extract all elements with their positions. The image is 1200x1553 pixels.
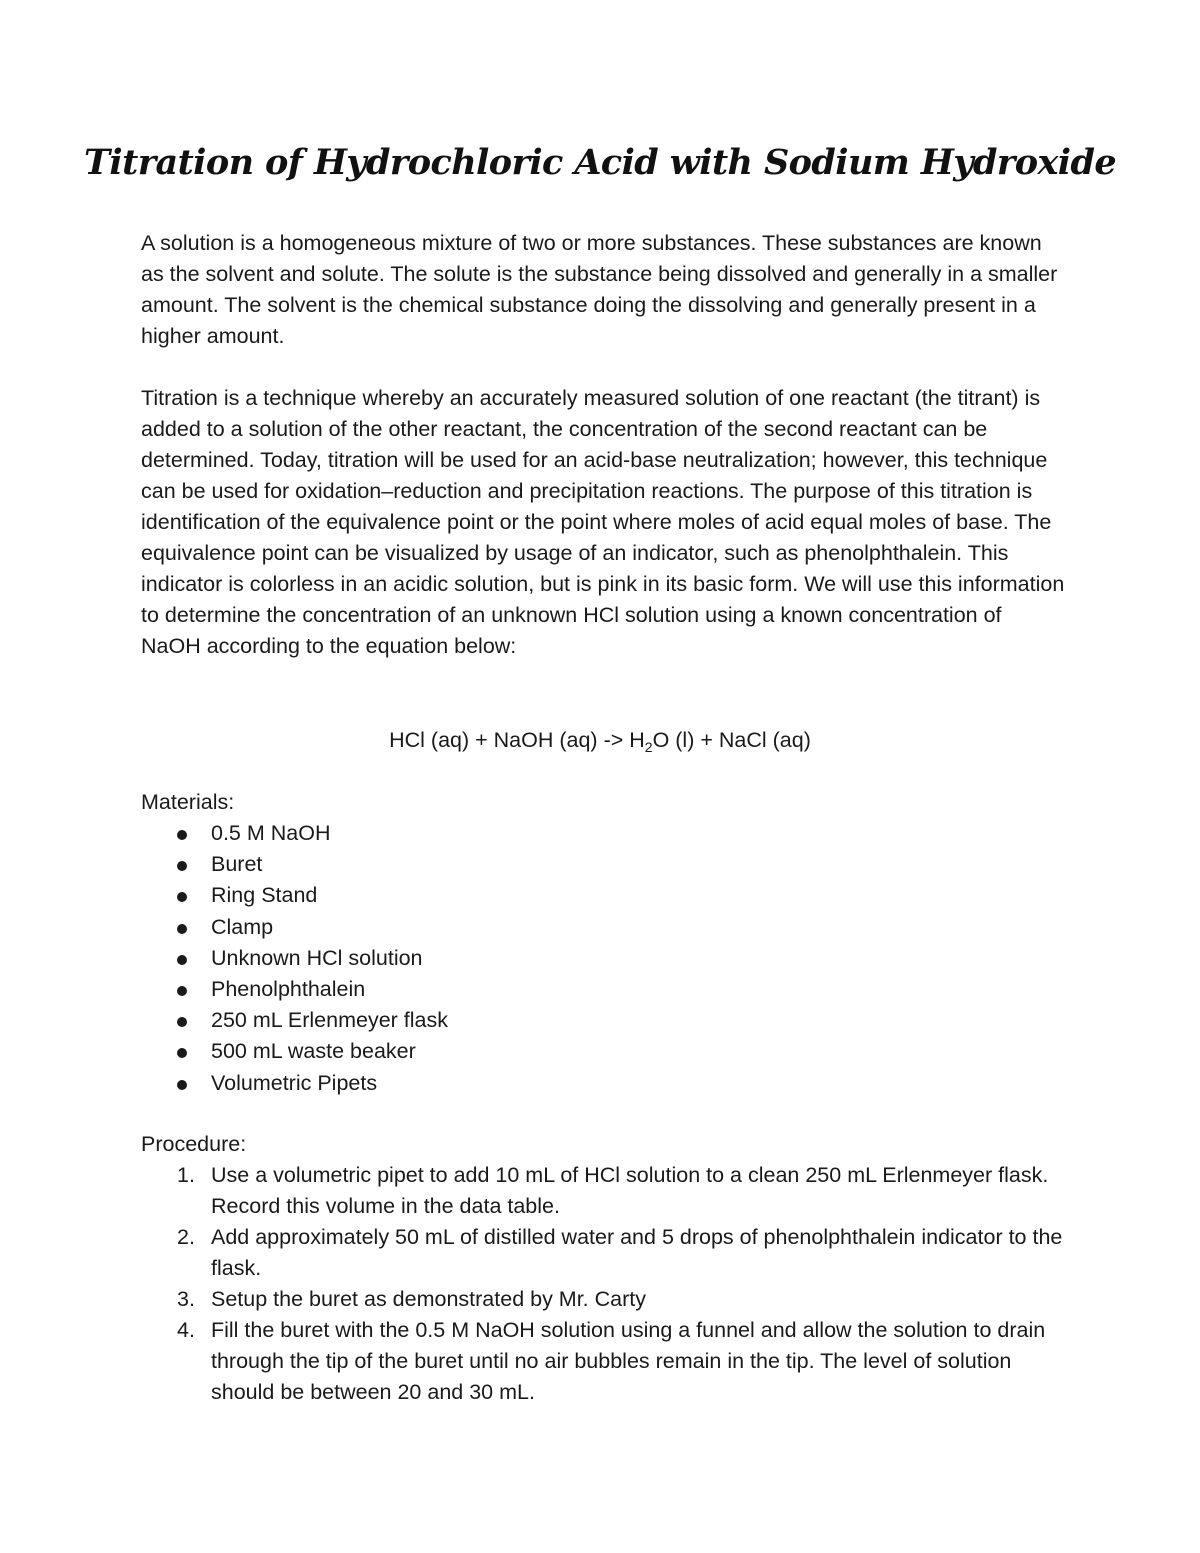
list-item [141, 818, 448, 849]
bullet-icon [177, 892, 187, 902]
procedure-heading: Procedure: [141, 1132, 247, 1156]
list-item [141, 880, 448, 911]
procedure-step [141, 1284, 1066, 1315]
bullet-icon [177, 955, 187, 965]
bullet-icon [177, 924, 187, 934]
list-item [141, 912, 448, 943]
bullet-icon [177, 1080, 187, 1090]
bullet-icon [177, 861, 187, 871]
material-label: 250 mL Erlenmeyer flask [211, 1008, 448, 1033]
materials-list [141, 818, 448, 1099]
list-item [141, 1036, 448, 1067]
material-label: Clamp [211, 914, 274, 939]
list-item [141, 1068, 448, 1099]
paragraph-solution-definition: A solution is a homogeneous mixture of two or more substances. These substances are known as the solvent and solute. The solute is the substance being dissolved and generally in a smaller amount. The solvent is the chemical substance doing the dissolving and generally present in a higher amount. [141, 231, 1058, 348]
step-text: Setup the buret as demonstrated by Mr. Carty [211, 1287, 646, 1311]
list-item [141, 849, 448, 880]
bullet-icon [177, 986, 187, 996]
procedure-step [141, 1315, 1066, 1408]
paragraph-titration-description: Titration is a technique whereby an accurately measured solution of one reactant (the titrant) is added to a solution of the other reactant, the concentration of the second reactant can be determined. Today, titration will be used for an acid-base neutralization; however, this technique can be used for oxidation–reduction and precipitation reactions. The purpose of this titration is identification of the equivalence point or the point where moles of acid equal moles of base. The equivalence point can be visualized by usage of an indicator, such as phenolphthalein. This indicator is colorless in an acidic solution, but is pink in its basic form. We will use this information to determine the concentration of an unknown HCl solution using a known concentration of NaOH according to the equation below: [141, 386, 1065, 658]
material-label: Unknown HCl solution [211, 945, 423, 970]
bullet-icon [177, 830, 187, 840]
material-label: Buret [211, 852, 263, 877]
equation-reactants: HCl (aq) + NaOH (aq) -> H [389, 728, 645, 752]
step-number: 1. [177, 1163, 195, 1187]
material-label: Ring Stand [211, 883, 318, 908]
material-label: Phenolphthalein [211, 976, 366, 1001]
procedure-step [141, 1160, 1066, 1222]
equation-subscript: 2 [644, 739, 653, 755]
procedure-step [141, 1222, 1066, 1284]
list-item [141, 943, 448, 974]
bullet-icon [177, 1048, 187, 1058]
procedure-list [141, 1160, 1066, 1408]
materials-heading: Materials: [141, 790, 235, 814]
step-number: 4. [177, 1318, 195, 1342]
step-text: Add approximately 50 mL of distilled water and 5 drops of phenolphthalein indicator to the flask. [211, 1225, 1063, 1280]
step-number: 3. [177, 1287, 195, 1311]
bullet-icon [177, 1017, 187, 1027]
step-text: Use a volumetric pipet to add 10 mL of HCl solution to a clean 250 mL Erlenmeyer flask. Record this volume in the data table. [211, 1163, 1049, 1218]
document-title: Titration of Hydrochloric Acid with Sodium Hydroxide [83, 142, 1116, 183]
equation-products: O (l) + NaCl (aq) [652, 728, 811, 752]
list-item [141, 1005, 448, 1036]
chemical-equation [0, 725, 1200, 756]
material-label: 500 mL waste beaker [211, 1039, 416, 1064]
material-label: 0.5 M NaOH [211, 821, 331, 845]
list-item [141, 974, 448, 1005]
step-number: 2. [177, 1225, 195, 1249]
material-label: Volumetric Pipets [211, 1070, 378, 1095]
step-text: Fill the buret with the 0.5 M NaOH solution using a funnel and allow the solution to drain through the tip of the buret until no air bubbles remain in the tip. The level of solution should be between 20 and 30 mL. [211, 1318, 1046, 1404]
